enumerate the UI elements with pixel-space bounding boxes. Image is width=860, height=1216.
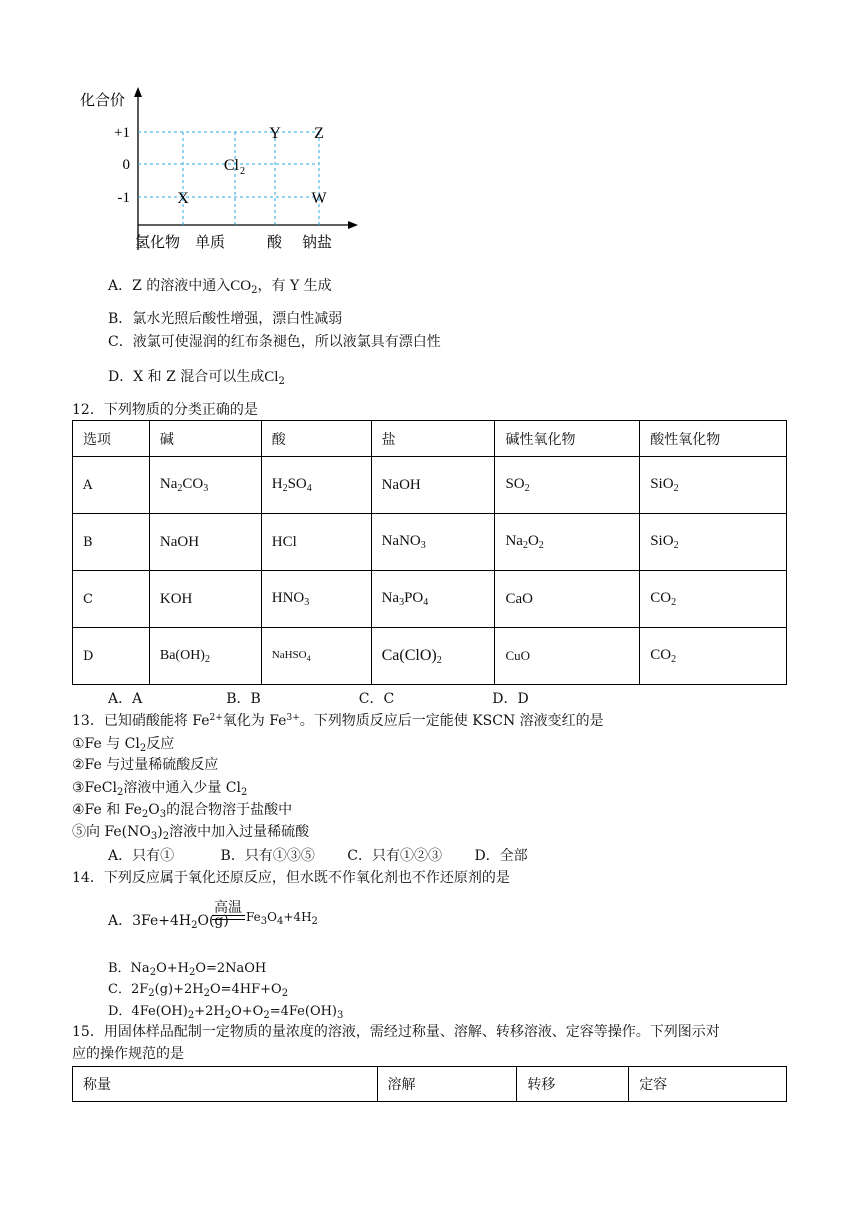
q11-option-b: B．氯水光照后酸性增强，漂白性减弱 (108, 311, 343, 327)
point-label: W (311, 190, 327, 207)
header-cell: 酸性氧化物 (640, 421, 787, 457)
x-tick-label: 单质 (195, 235, 226, 251)
table-header-row (73, 1067, 787, 1102)
header-cell: 碱性氧化物 (495, 421, 640, 457)
q13-item-5: ⑤向 $Fe(NO_3)_2$溶液中加入过量稀硫酸 (72, 824, 310, 842)
header-cell: 称量 (73, 1067, 378, 1102)
q13-options: A．只有① B．只有①③⑤ C．只有①②③ D．全部 (108, 848, 528, 864)
q13-item-1: ①Fe 与 $Cl_2$反应 (72, 736, 175, 754)
y-tick-label: 0 (122, 157, 130, 173)
x-tick-label: 酸 (267, 235, 283, 251)
header-cell: 溶解 (377, 1067, 517, 1102)
classification-table (72, 420, 787, 685)
reaction-condition: 高温 (214, 900, 242, 916)
table-row: D $Ba(OH)_2$ NaHSO$_4$ $Ca(ClO)_2$ CuO $CO_2$ (73, 628, 787, 685)
header-cell: 碱 (149, 421, 261, 457)
q14-option-d: D．$4Fe(OH)_2+2H_2O+O_2=4Fe(OH)_3$ (108, 1004, 344, 1021)
q15-stem-line-1: 15．用固体样品配制一定物质的量浓度的溶液，需经过称量、溶解、转移溶液、定容等操作。下列图示对 (72, 1024, 720, 1040)
q13-stem: 13．已知硝酸能将 $Fe^{2+}$氧化为 $Fe^{3+}$。下列物质反应后一定能使 KSCN 溶液变红的是 (72, 713, 604, 729)
q14-option-b: B．$Na_2O+H_2O=2NaOH$ (108, 961, 267, 978)
header-cell: 盐 (371, 421, 495, 457)
table-row: C KOH $HNO_3$ $Na_3PO_4$ CaO $CO_2$ (73, 571, 787, 628)
table-row: B NaOH HCl NaNO$_3$ $Na_2O_2$ SiO$_2$ (73, 514, 787, 571)
q15-stem-line-2: 应的操作规范的是 (72, 1046, 184, 1062)
q11-option-a: A．Z 的溶液中通入$CO_2$，有 Y 生成 (108, 278, 332, 296)
q14-stem: 14．下列反应属于氧化还原反应，但水既不作氧化剂也不作还原剂的是 (72, 870, 510, 886)
point-label: X (177, 190, 189, 207)
q13-item-4: ④Fe 和 $Fe_2O_3$的混合物溶于盐酸中 (72, 802, 293, 820)
table-row: A $Na_2CO_3$ $H_2SO_4$ NaOH $SO_2$ SiO$_2$ (73, 457, 787, 514)
x-tick-label: 氢化物 (135, 235, 181, 251)
header-cell: 转移 (517, 1067, 629, 1102)
y-axis-arrow-icon (134, 87, 142, 97)
q11-option-d: D．X 和 Z 混合可以生成$Cl_2$ (108, 369, 285, 387)
y-tick-label: +1 (114, 125, 130, 141)
table-header-row (73, 421, 787, 457)
valence-chart (78, 85, 378, 260)
x-tick-label: 钠盐 (302, 235, 333, 251)
q14-option-c: C．$2F_2(g)+2H_2O=4HF+O_2$ (108, 982, 289, 999)
y-tick-label: -1 (117, 190, 130, 206)
point-label: Cl (223, 157, 239, 174)
q12-stem: 12．下列物质的分类正确的是 (72, 402, 258, 418)
chart-ylabel: 化合价 (80, 93, 126, 109)
x-axis-arrow-icon (348, 221, 358, 229)
q12-options: A．A B．B C．C D．D (108, 691, 529, 707)
operations-table (72, 1066, 787, 1102)
point-label-subscript: 2 (240, 166, 245, 177)
equals-sign-icon (212, 915, 245, 920)
q13-item-2: ②Fe 与过量稀硫酸反应 (72, 757, 219, 773)
header-cell: 定容 (629, 1067, 787, 1102)
header-cell: 选项 (73, 421, 150, 457)
header-cell: 酸 (261, 421, 371, 457)
q13-item-3: ③FeCl$_2$溶液中通入少量 $Cl_2$ (72, 780, 248, 798)
q11-option-c: C．液氯可使湿润的红布条褪色，所以液氯具有漂白性 (108, 334, 441, 350)
point-label: Z (314, 125, 324, 142)
point-label: Y (269, 125, 281, 142)
